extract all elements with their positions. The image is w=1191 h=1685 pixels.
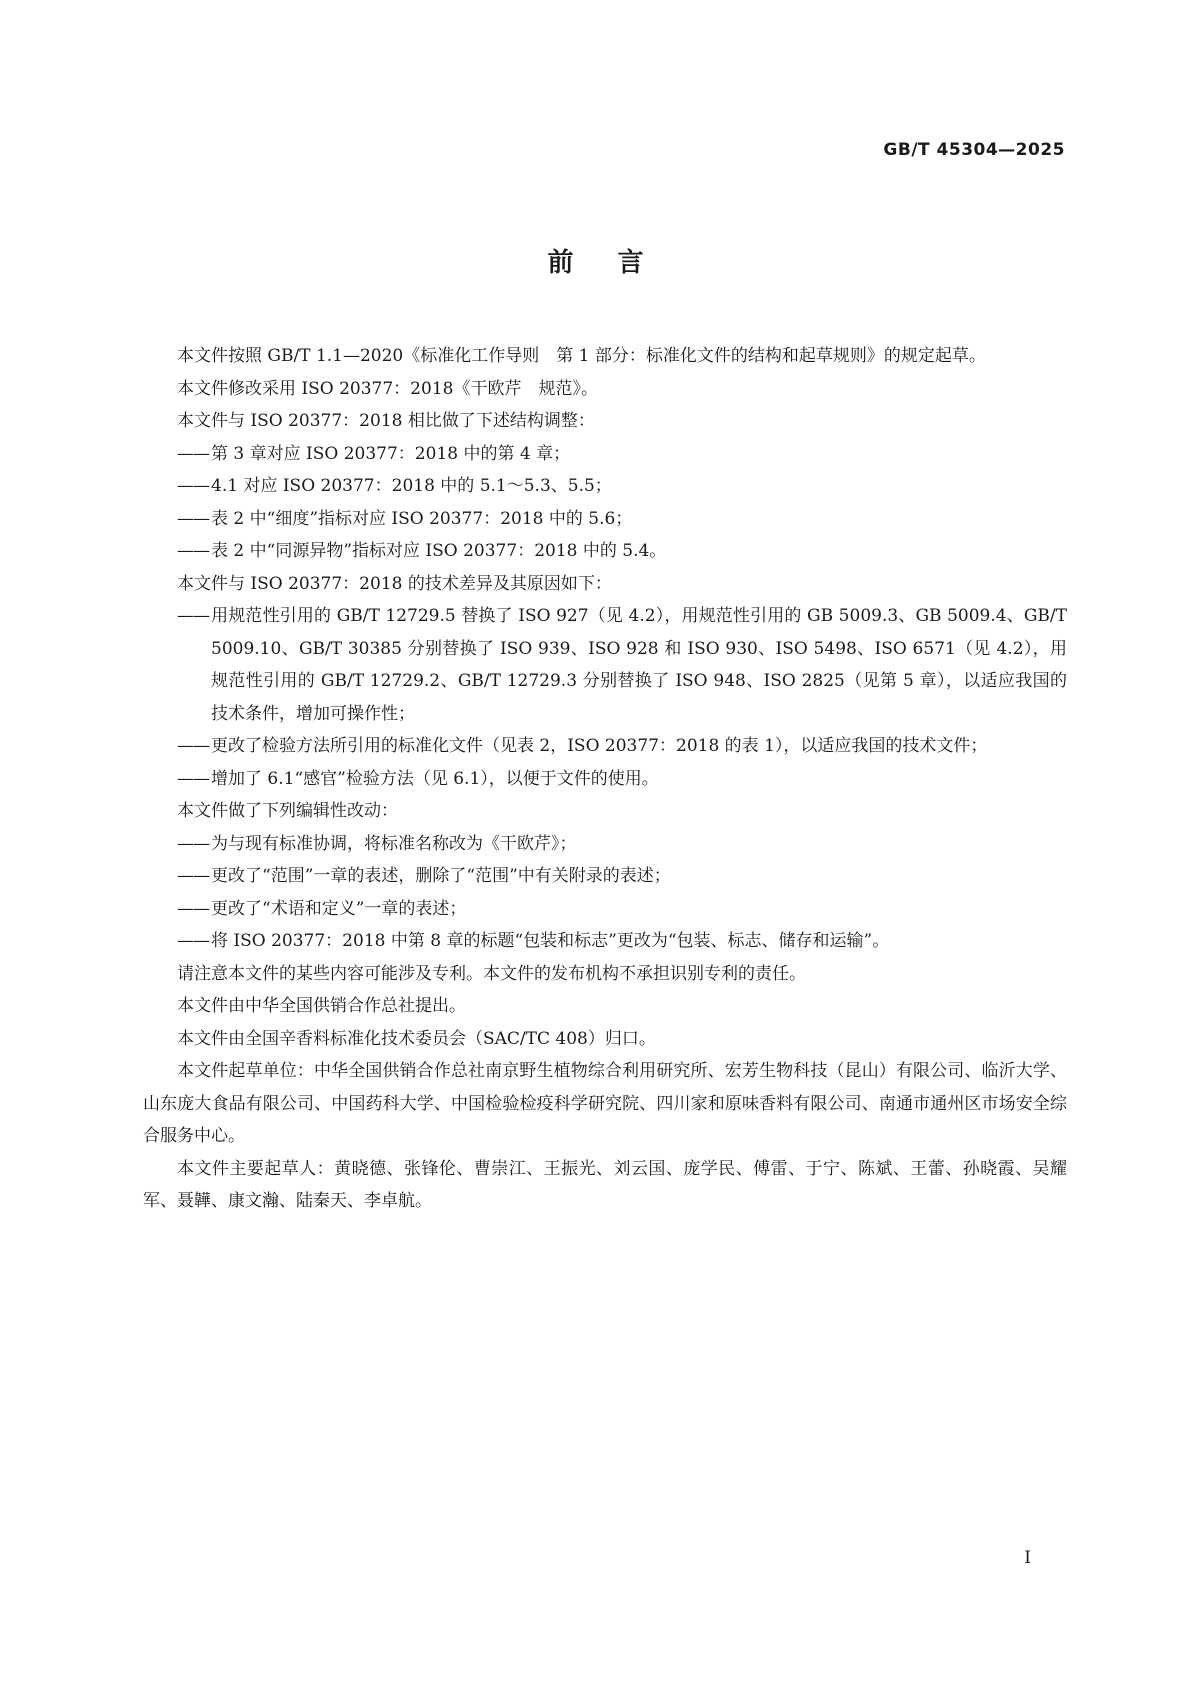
list-item-text: 增加了 6.1“感官”检验方法（见 6.1），以便于文件的使用。 <box>211 768 659 789</box>
dash-mark: —— <box>177 606 209 626</box>
dash-mark: —— <box>177 508 209 529</box>
paragraph-drafters: 本文件主要起草人：黄晓德、张锋伦、曹崇江、王振光、刘云国、庞学民、傅雷、于宁、陈斌、王蕾、孙晓霞、吴耀军、聂韡、康文瀚、陆秦天、李卓航。 <box>143 1158 1067 1211</box>
paragraph-editorial-intro: 本文件做了下列编辑性改动： <box>177 801 398 821</box>
standard-number: GB/T 45304—2025 <box>883 140 1065 160</box>
dash-mark: —— <box>177 476 209 496</box>
paragraph-drafting-rules: 本文件按照 GB/T 1.1—2020《标准化工作导则 第 1 部分：标准化文件的结构和起草规则》的规定起草。 <box>177 346 986 366</box>
list-item-text: 将 ISO 20377：2018 中第 8 章的标题“包装和标志”更改为“包装、标志、储存和运输”。 <box>211 931 890 951</box>
list-item-text: 更改了“范围”一章的表述，删除了“范围”中有关附录的表述； <box>211 866 671 886</box>
page-number: I <box>1024 1548 1031 1568</box>
list-item <box>177 470 1067 503</box>
dash-mark: —— <box>177 866 209 886</box>
list-item-text: 第 3 章对应 ISO 20377：2018 中的第 4 章； <box>211 443 571 464</box>
list-item-text: 4.1 对应 ISO 20377：2018 中的 5.1～5.3、5.5； <box>211 476 612 496</box>
list-item-text: 表 2 中“同源异物”指标对应 ISO 20377：2018 中的 5.4。 <box>211 541 667 561</box>
paragraph-patent-notice: 请注意本文件的某些内容可能涉及专利。本文件的发布机构不承担识别专利的责任。 <box>177 963 806 984</box>
list-item-text: 更改了“术语和定义”一章的表述； <box>211 898 467 919</box>
paragraph-adoption: 本文件修改采用 ISO 20377：2018《干欧芹 规范》。 <box>177 378 598 399</box>
paragraph-proposer: 本文件由中华全国供销合作总社提出。 <box>177 996 466 1016</box>
list-item <box>177 600 1067 730</box>
list-item-text: 表 2 中“细度”指标对应 ISO 20377：2018 中的 5.6； <box>211 508 633 529</box>
dash-mark: —— <box>177 541 209 561</box>
list-item <box>177 535 1067 568</box>
dash-mark: —— <box>177 443 209 464</box>
foreword-body <box>143 340 1067 1218</box>
paragraph-drafting-units: 本文件起草单位：中华全国供销合作总社南京野生植物综合利用研究所、宏芳生物科技（昆山）有限公司、临沂大学、山东庞大食品有限公司、中国药科大学、中国检验检疫科学研究院、四川家和原味香料有限公司、南通市通州区市场安全综合服务中心。 <box>143 1061 1067 1146</box>
list-item <box>177 860 1067 893</box>
dash-mark: —— <box>177 768 209 789</box>
list-item <box>177 893 1067 926</box>
dash-mark: —— <box>177 898 209 919</box>
dash-mark: —— <box>177 833 209 854</box>
list-item-text: 用规范性引用的 GB/T 12729.5 替换了 ISO 927（见 4.2），用规范性引用的 GB 5009.3、GB 5009.4、GB/T 5009.10、GB/T 30385 分别替换了 ISO 939、ISO 928 和 ISO 930、ISO 5498、ISO 6571（见 4.2），用规范性引用的 GB/T 12729.2、GB/T 12729.3 分别替换了 ISO 948、ISO 2825（见第 5 章），以适应我国的技术条件，增加可操作性； <box>211 606 1067 724</box>
list-item-text: 更改了检验方法所引用的标准化文件（见表 2，ISO 20377：2018 的表 1），以适应我国的技术文件； <box>211 736 988 756</box>
list-item <box>177 925 1067 958</box>
list-item-text: 为与现有标准协调，将标准名称改为《干欧芹》； <box>211 833 577 854</box>
list-item <box>177 730 1067 763</box>
list-item <box>177 828 1067 861</box>
list-item <box>177 438 1067 471</box>
list-item <box>177 763 1067 796</box>
paragraph-technical-intro: 本文件与 ISO 20377：2018 的技术差异及其原因如下： <box>177 573 612 594</box>
list-item <box>177 503 1067 536</box>
paragraph-committee: 本文件由全国辛香料标准化技术委员会（SAC/TC 408）归口。 <box>177 1028 656 1049</box>
dash-mark: —— <box>177 736 209 756</box>
page-title: 前言 <box>547 248 688 278</box>
dash-mark: —— <box>177 931 209 951</box>
paragraph-structure-intro: 本文件与 ISO 20377：2018 相比做了下述结构调整： <box>177 411 595 431</box>
